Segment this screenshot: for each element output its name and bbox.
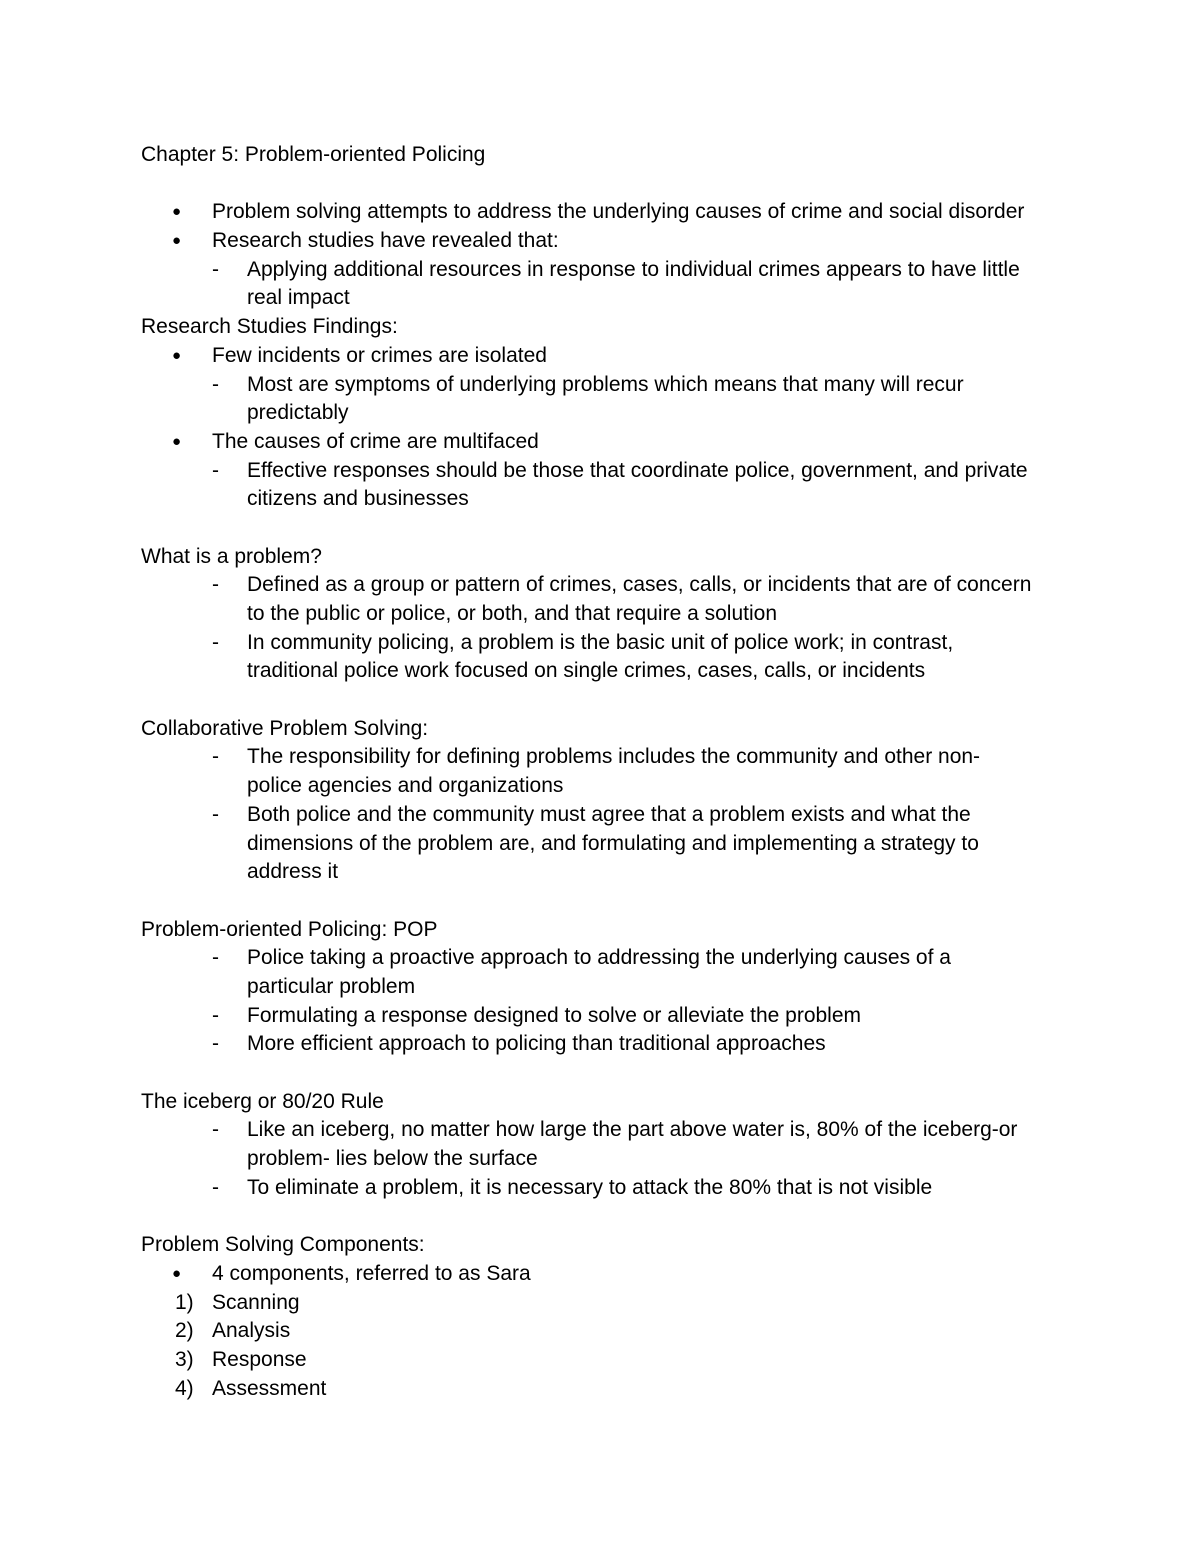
- dash-icon: -: [212, 1175, 219, 1199]
- dash-icon: -: [212, 372, 219, 396]
- page-title: Chapter 5: Problem-oriented Policing: [141, 143, 486, 166]
- numbered-item: 2) Analysis: [141, 1317, 1061, 1346]
- section-heading: The iceberg or 80/20 Rule: [141, 1089, 384, 1113]
- list-item-continuation: dimensions of the problem are, and formulating and implementing a strategy to: [247, 831, 979, 855]
- list-item: - To eliminate a problem, it is necessary to attack the 80% that is not visible: [141, 1174, 1061, 1203]
- bullet-icon: ●: [172, 1264, 182, 1282]
- list-item: - Defined as a group or pattern of crimes, cases, calls, or incidents that are of concern: [141, 571, 1061, 600]
- spacer: [141, 514, 1061, 543]
- list-item: - Applying additional resources in response to individual crimes appears to have little: [141, 256, 1061, 285]
- list-item: - Like an iceberg, no matter how large the part above water is, 80% of the iceberg-or: [141, 1116, 1061, 1145]
- spacer: [141, 170, 1061, 199]
- list-item: ● Problem solving attempts to address the underlying causes of crime and social disorder: [141, 198, 1061, 227]
- item-number: 2): [175, 1319, 194, 1343]
- dash-icon: -: [212, 1003, 219, 1027]
- list-item: - Police taking a proactive approach to addressing the underlying causes of a: [141, 944, 1061, 973]
- dash-icon: -: [212, 745, 219, 769]
- list-item: ● Research studies have revealed that:: [141, 227, 1061, 256]
- list-item-continuation: police agencies and organizations: [247, 774, 564, 798]
- list-item-continuation: citizens and businesses: [247, 487, 469, 511]
- dash-icon: -: [212, 458, 219, 482]
- numbered-item: 4) Assessment: [141, 1375, 1061, 1404]
- section-heading: Research Studies Findings:: [141, 315, 398, 339]
- section-heading: What is a problem?: [141, 544, 322, 568]
- section-heading: Collaborative Problem Solving:: [141, 716, 429, 740]
- dash-icon: -: [212, 802, 219, 826]
- list-item-continuation: particular problem: [247, 974, 416, 998]
- list-item-continuation: address it: [247, 860, 339, 884]
- list-item: - Most are symptoms of underlying problems which means that many will recur: [141, 371, 1061, 400]
- list-item: - More efficient approach to policing than traditional approaches: [141, 1030, 1061, 1059]
- spacer: [141, 686, 1061, 715]
- list-item: - Effective responses should be those that coordinate police, government, and private: [141, 457, 1061, 486]
- dash-icon: -: [212, 573, 219, 597]
- bullet-icon: ●: [172, 346, 182, 364]
- list-item: - In community policing, a problem is the basic unit of police work; in contrast,: [141, 629, 1061, 658]
- list-item: - Both police and the community must agree that a problem exists and what the: [141, 801, 1061, 830]
- section-heading: Problem Solving Components:: [141, 1233, 425, 1257]
- item-number: 1): [175, 1290, 194, 1314]
- numbered-item: 3) Response: [141, 1346, 1061, 1375]
- spacer: [141, 887, 1061, 916]
- list-item: ● The causes of crime are multifaced: [141, 428, 1061, 457]
- item-number: 3): [175, 1347, 194, 1371]
- bullet-icon: ●: [172, 232, 182, 250]
- dash-icon: -: [212, 257, 219, 281]
- list-item: - The responsibility for defining problems includes the community and other non-: [141, 743, 1061, 772]
- spacer: [141, 1202, 1061, 1231]
- dash-icon: -: [212, 1032, 219, 1056]
- list-item-continuation: traditional police work focused on single crimes, cases, calls, or incidents: [247, 659, 926, 683]
- list-item-continuation: predictably: [247, 401, 349, 425]
- numbered-item: 1) Scanning: [141, 1289, 1061, 1318]
- bullet-icon: ●: [172, 432, 182, 450]
- spacer: [141, 1059, 1061, 1088]
- list-item-continuation: to the public or police, or both, and that require a solution: [247, 602, 778, 625]
- list-item: ● Few incidents or crimes are isolated: [141, 342, 1061, 371]
- item-number: 4): [175, 1376, 194, 1400]
- list-item-continuation: problem- lies below the surface: [247, 1147, 538, 1171]
- list-item: ● 4 components, referred to as Sara: [141, 1260, 1061, 1289]
- list-item-continuation: real impact: [247, 286, 350, 310]
- section-heading: Problem-oriented Policing: POP: [141, 917, 438, 941]
- bullet-icon: ●: [172, 203, 182, 221]
- document-body: [141, 141, 1061, 1403]
- dash-icon: -: [212, 630, 219, 654]
- dash-icon: -: [212, 1118, 219, 1142]
- dash-icon: -: [212, 946, 219, 970]
- list-item: - Formulating a response designed to solve or alleviate the problem: [141, 1002, 1061, 1031]
